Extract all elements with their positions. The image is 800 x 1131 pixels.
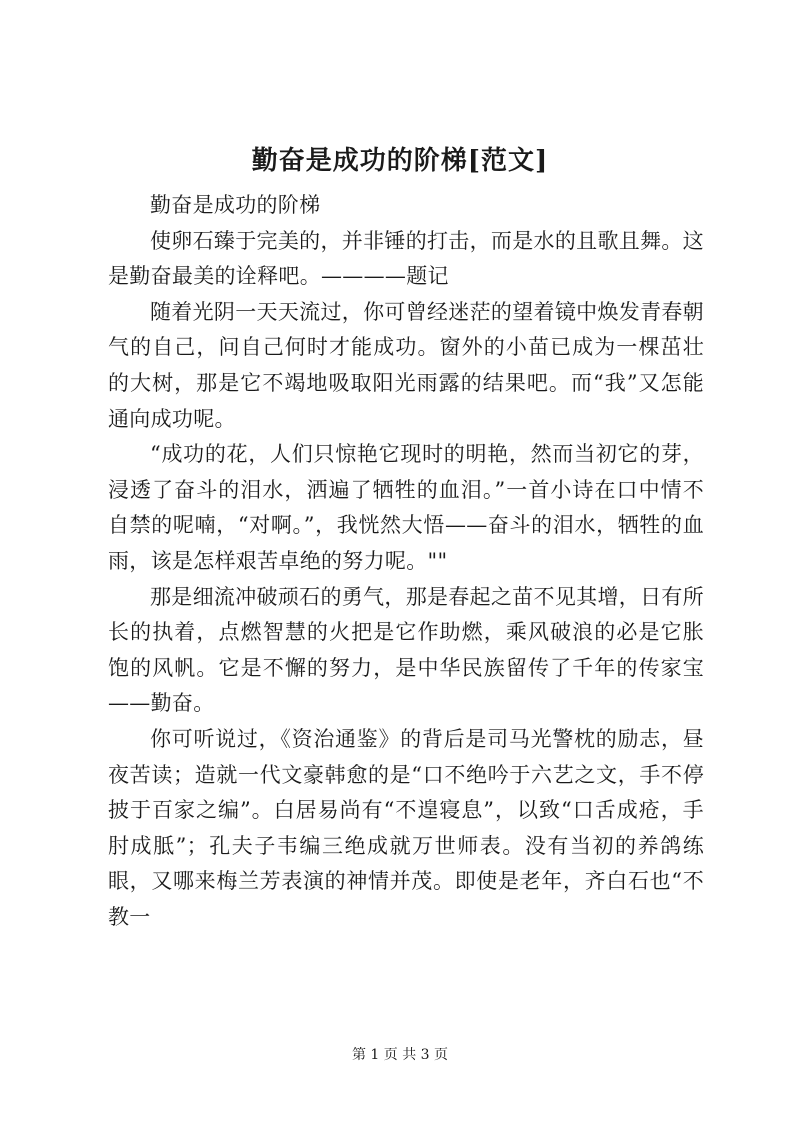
document-title: 勤奋是成功的阶梯[范文] <box>251 146 549 176</box>
document-body <box>108 188 704 935</box>
paragraph: 那是细流冲破顽石的勇气，那是春起之苗不见其增，日有所长的执着，点燃智慧的火把是它作助燃，乘风破浪的必是它胀饱的风帆。它是不懈的努力，是中华民族留传了千年的传家宝——勤奋。 <box>108 584 704 716</box>
paragraph: 你可听说过，《资治通鉴》的背后是司马光警枕的励志，昼夜苦读；造就一代文豪韩愈的是“口不绝吟于六艺之文，手不停披于百家之编”。白居易尚有“不遑寝息”，以致“口舌成疮，手肘成胝”；孔夫子韦编三绝成就万世师表。没有当初的养鸽练眼，又哪来梅兰芳表演的神情并茂。即使是老年，齐白石也“不教一 <box>108 726 704 929</box>
paragraph-epigraph: 使卵石臻于完美的，并非锤的打击，而是水的且歌且舞。这是勤奋最美的诠释吧。————题记 <box>108 228 704 289</box>
paragraph: “成功的花，人们只惊艳它现时的明艳，然而当初它的芽，浸透了奋斗的泪水，洒遍了牺牲的血泪。”一首小诗在口中情不自禁的呢喃，“对啊。”，我恍然大悟——奋斗的泪水，牺牲的血雨，该是怎样艰苦卓绝的努力呢。"" <box>108 442 704 573</box>
paragraph: 随着光阴一天天流过，你可曾经迷茫的望着镜中焕发青春朝气的自己，问自己何时才能成功。窗外的小苗已成为一棵茁壮的大树，那是它不竭地吸取阳光雨露的结果吧。而“我”又怎能通向成功呢。 <box>108 299 704 431</box>
page-footer: 第 1 页 共 3 页 <box>351 1047 449 1063</box>
paragraph-subtitle: 勤奋是成功的阶梯 <box>150 193 321 217</box>
